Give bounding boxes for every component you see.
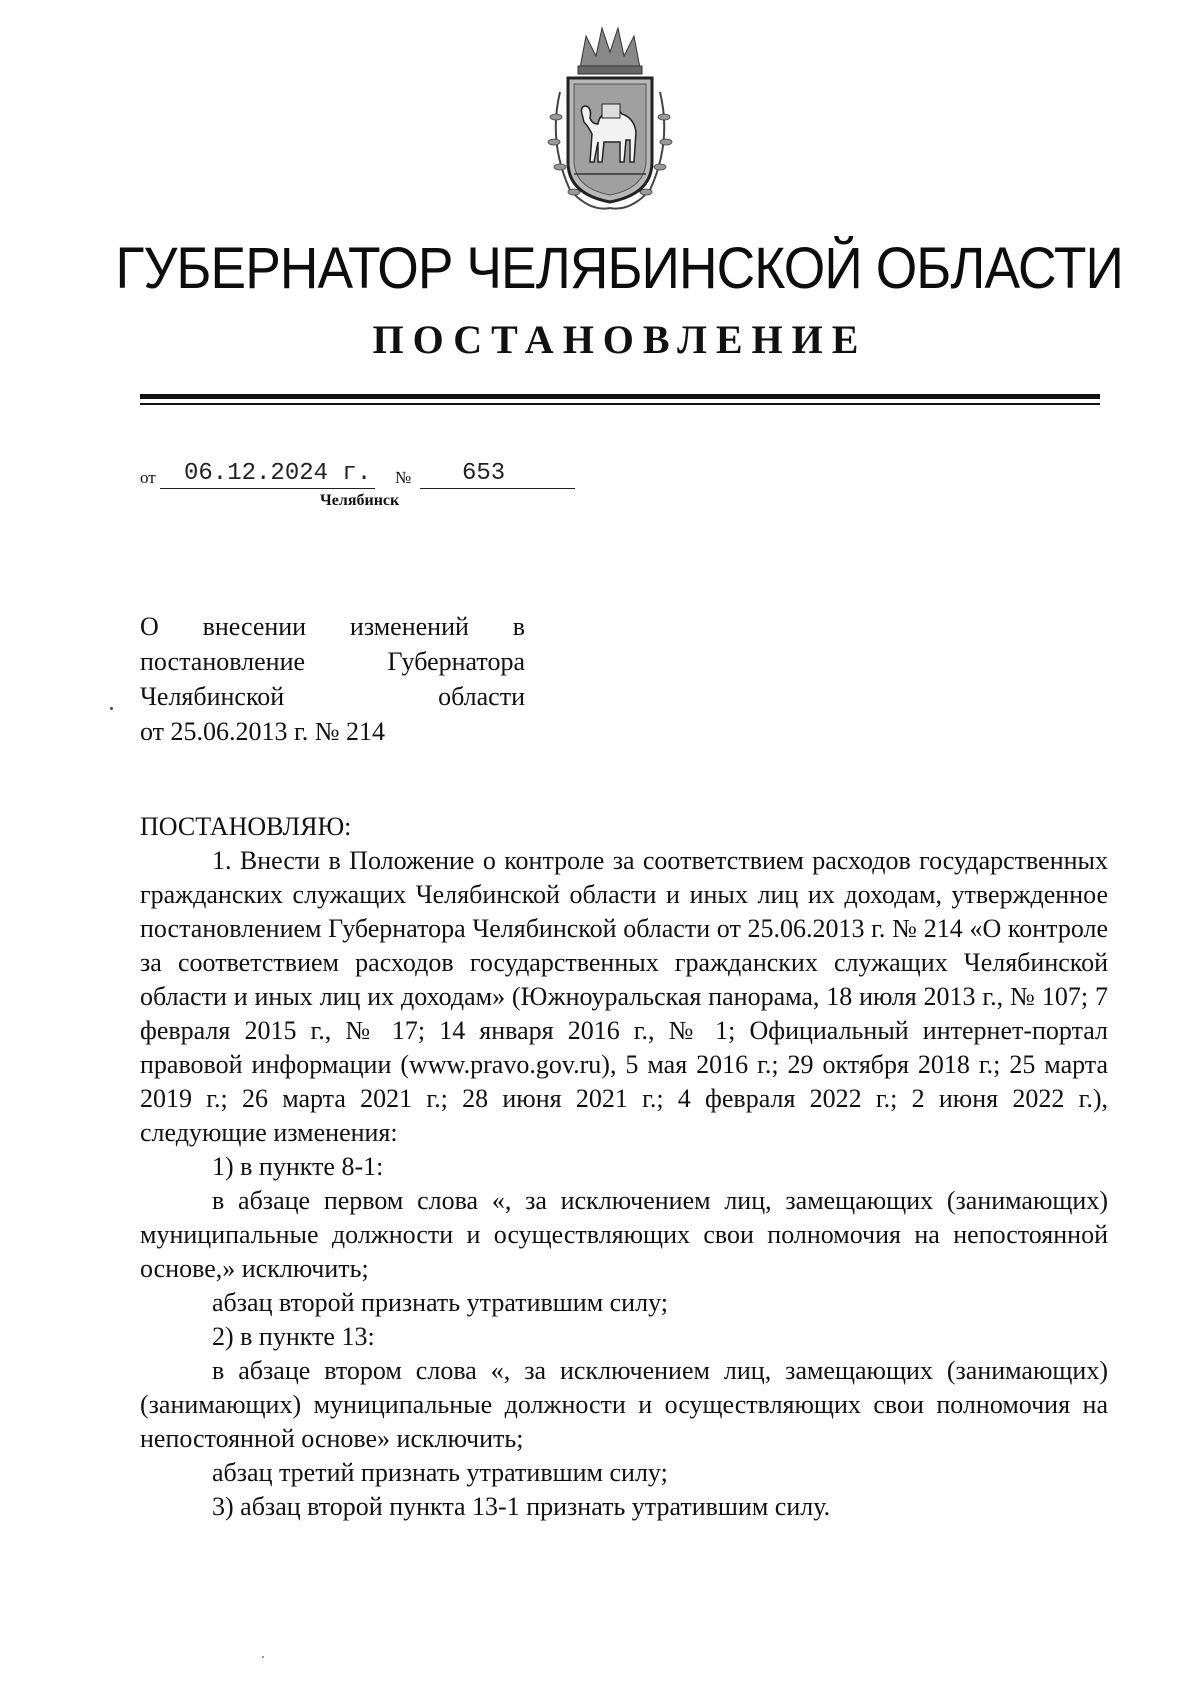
document-body <box>140 844 1108 1524</box>
subitem-2-title: 2) в пункте 13: <box>212 1322 375 1351</box>
subitem-2-paragraph-b: абзац третий признать утратившим силу; <box>212 1458 668 1487</box>
document-type: ПОСТАНОВЛЕНИЕ <box>372 317 868 362</box>
date-prefix: от <box>140 468 156 487</box>
document-number: 653 <box>462 460 506 487</box>
document-subject <box>140 609 525 749</box>
number-prefix: № <box>395 468 412 487</box>
header-divider-thick <box>140 394 1100 399</box>
subject-line: О внесении изменений в <box>140 612 525 641</box>
subitem-1-paragraph-b: абзац второй признать утратившим силу; <box>212 1288 668 1317</box>
number-underline <box>420 488 575 489</box>
item-1-paragraph: 1. Внести в Положение о контроле за соответствием расходов государственных гражданских служащих Челябинской области и иных лиц их доходам, утвержденное постановлением Губернатора Челябинской области от 25.06.2013 г. № 214 «О контроле за соответствием расходов государственных гражданских служащих Челябинской области и иных лиц их доходам» (Южноуральская панорама, 18 июля 2013 г., № 107; 7 февраля 2015 г., № 17; 14 января 2016 г., № 1; Официальный интернет-портал правовой информации (www.pravo.gov.ru), 5 мая 2016 г.; 29 октября 2018 г.; 25 марта 2019 г.; 26 марта 2021 г.; 28 июня 2021 г.; 4 февраля 2022 г.; 2 июня 2022 г.), следующие изменения: <box>140 846 1108 1147</box>
header-divider-thin <box>140 403 1100 405</box>
subitem-2-paragraph-a: в абзаце втором слова «, за исключением лиц, замещающих (занимающих) (занимающих) муниципальные должности и осуществляющих свои полномочия на непостоянной основе» исключить; <box>140 1356 1108 1453</box>
decree-heading: ПОСТАНОВЛЯЮ: <box>140 812 352 841</box>
subject-line: от 25.06.2013 г. № 214 <box>140 717 386 746</box>
city-name: Челябинск <box>320 492 400 509</box>
subject-line: постановление Губернатора <box>140 647 525 676</box>
scan-speck <box>110 707 113 710</box>
subject-line: Челябинской области <box>140 682 525 711</box>
scan-speck <box>262 1656 264 1658</box>
chelyabinsk-coat-of-arms-icon <box>540 22 680 222</box>
subitem-1-title: 1) в пункте 8-1: <box>212 1152 384 1181</box>
organization-title: ГУБЕРНАТОР ЧЕЛЯБИНСКОЙ ОБЛАСТИ <box>115 236 1123 301</box>
document-date: 06.12.2024 г. <box>184 460 372 487</box>
subitem-3: 3) абзац второй пункта 13-1 признать утратившим силу. <box>212 1492 831 1521</box>
subitem-1-paragraph-a: в абзаце первом слова «, за исключением лиц, замещающих (занимающих) муниципальные должности и осуществляющих свои полномочия на непостоянной основе,» исключить; <box>140 1186 1108 1283</box>
date-underline <box>160 488 375 489</box>
